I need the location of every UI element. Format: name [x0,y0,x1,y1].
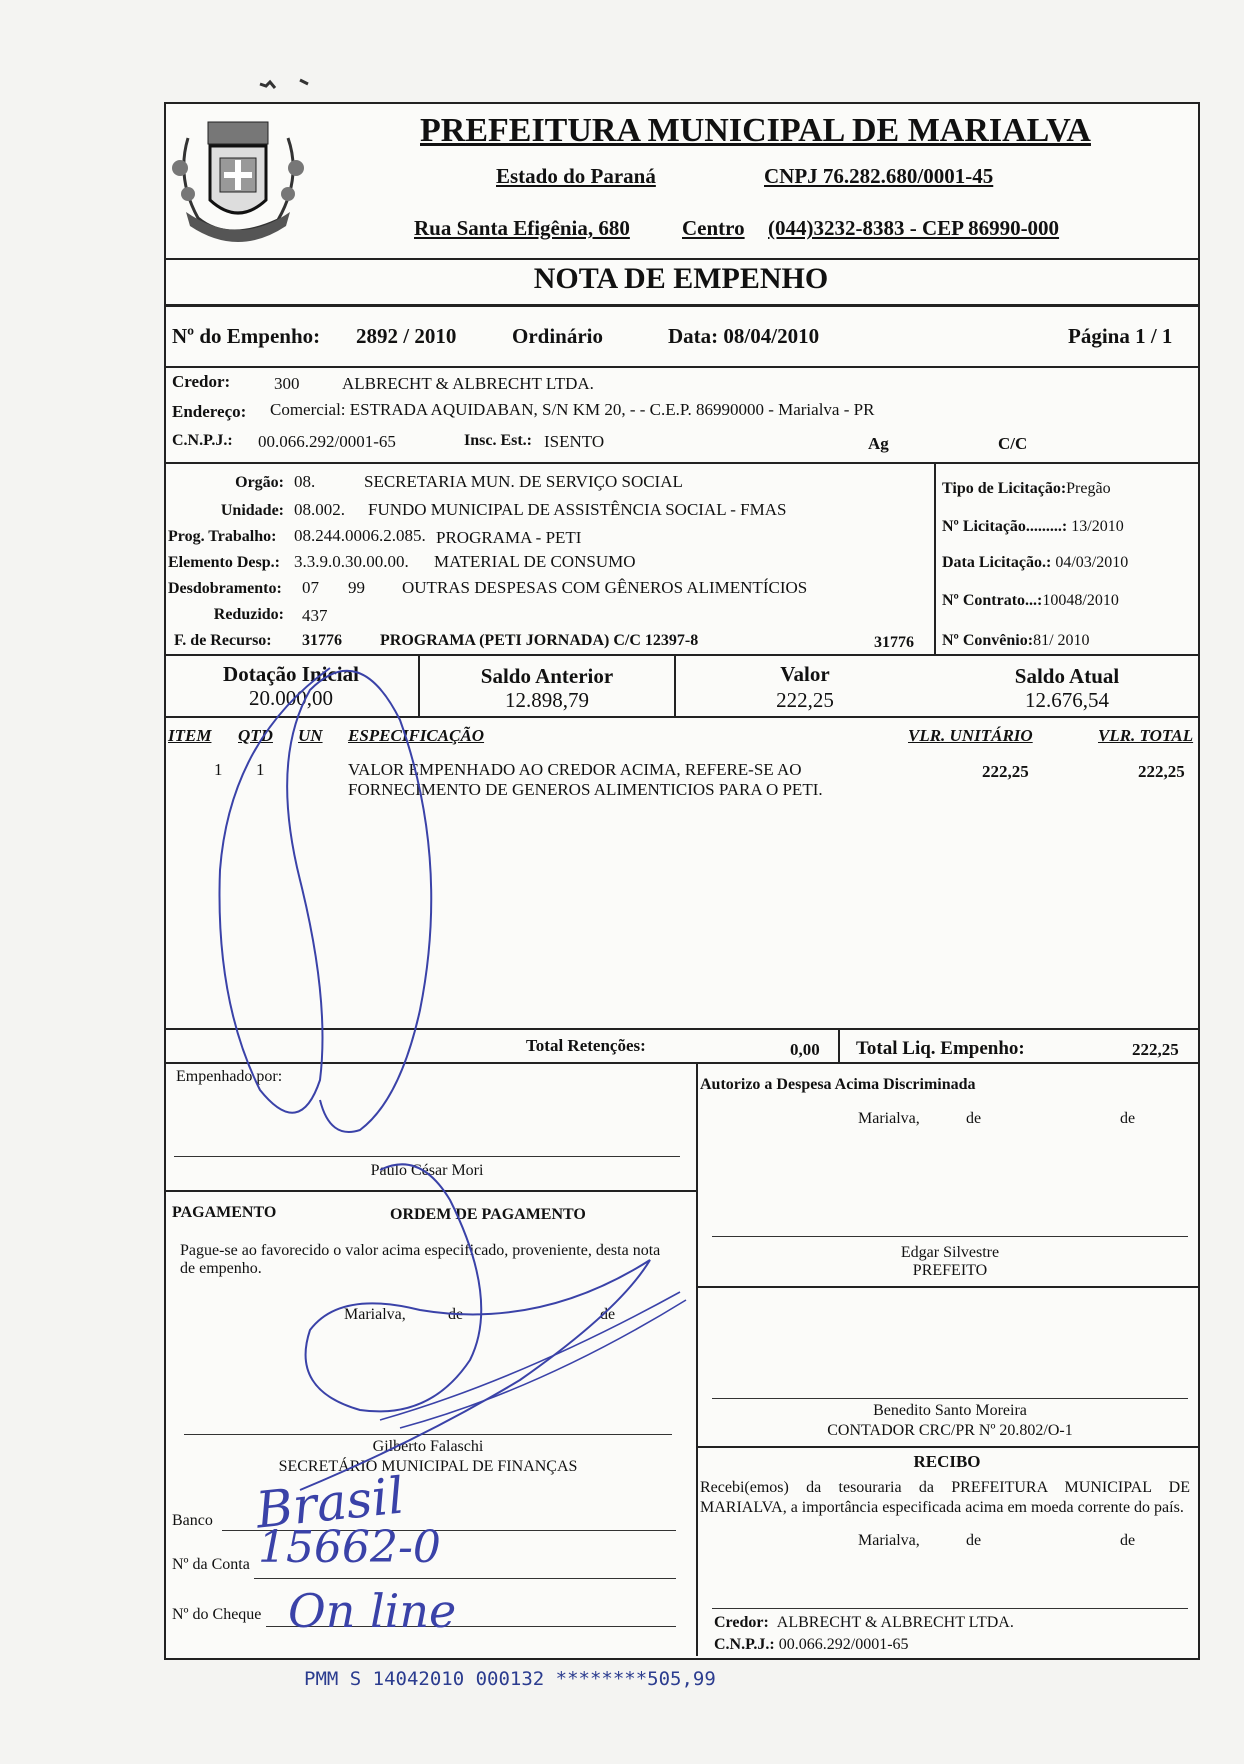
col-especificacao: ESPECIFICAÇÃO [348,726,485,745]
recibo-cnpj-value: 00.066.292/0001-65 [778,1636,909,1653]
item-total-value: 222,25 [1138,762,1185,781]
elemento-name: MATERIAL DE CONSUMO [434,552,636,571]
autorizo-text: Autorizo a Despesa Acima Discriminada [700,1076,976,1093]
tipo-licitacao-value: Pregão [1066,480,1111,497]
recibo-marialva: Marialva, [858,1532,920,1549]
credor-label: Credor: [172,372,231,391]
valor-label: Valor [780,662,830,686]
cheque-label: Nº do Cheque [172,1606,262,1623]
insc-label: Insc. Est.: [464,432,533,449]
contador-name: Benedito Santo Moreira [873,1402,1027,1419]
retencoes-label: Total Retenções: [526,1036,646,1055]
page-title: PREFEITURA MUNICIPAL DE MARIALVA [420,112,1091,149]
ag-label: Ag [868,434,889,453]
unidade-code: 08.002. [294,500,345,519]
elemento-code: 3.3.9.0.30.00.00. [294,552,409,571]
numero-licitacao-label: Nº Licitação.........: [942,518,1068,535]
data-licitacao-value: 04/03/2010 [1055,554,1129,571]
item-number: 1 [214,760,223,779]
item-unit-value: 222,25 [982,762,1029,781]
empenho-type: Ordinário [512,324,604,348]
state-name: Estado do Paraná [496,164,656,188]
saldo-atual-label: Saldo Atual [1014,664,1120,688]
recurso-code-2: 31776 [874,634,914,651]
banco-handwritten: Brasil [253,1466,407,1540]
district: Centro [682,216,745,240]
orgao-label: Orgão: [235,474,284,491]
dotacao-label: Dotação Inicial [223,662,359,686]
unidade-label: Unidade: [220,502,284,519]
numero-licitacao-value: 13/2010 [1071,518,1124,535]
recibo-credor-label: Credor: [714,1614,769,1631]
item-qtd: 1 [256,760,265,779]
col-vlr-unitario: VLR. UNITÁRIO [908,726,1033,745]
contrato-value: 10048/2010 [1042,592,1119,609]
header-cnpj: CNPJ 76.282.680/0001-45 [764,164,994,188]
saldo-anterior-label: Saldo Anterior [480,664,614,688]
document-title: NOTA DE EMPENHO [533,262,829,295]
recurso-label: F. de Recurso: [174,632,272,649]
insc-value: ISENTO [544,432,605,451]
elemento-label: Elemento Desp.: [168,554,280,571]
address-label: Endereço: [172,402,247,421]
convenio [942,632,1090,650]
item-spec-line1: VALOR EMPENHADO AO CREDOR ACIMA, REFERE-SE AO [348,760,802,779]
empenhado-name: Paulo César Mori [370,1162,484,1179]
phone-cep: (044)3232-8383 - CEP 86990-000 [768,216,1060,240]
recibo-de-1: de [966,1532,982,1549]
orgao-code: 08. [294,472,316,491]
pague-text: Pague-se ao favorecido o valor acima especificado, proveniente, desta nota de empenho. [180,1242,661,1277]
item-spec-line2: FORNECIMENTO DE GENEROS ALIMENTICIOS PARA O PETI. [348,780,823,799]
autorizo-de-2: de [1120,1110,1136,1127]
prefeito-title: PREFEITO [912,1262,988,1279]
credor-name: ALBRECHT & ALBRECHT LTDA. [342,374,594,393]
convenio-label: Nº Convênio: [942,632,1034,649]
credor-address: Comercial: ESTRADA AQUIDABAN, S/N KM 20, - - C.E.P. 86990000 - Marialva - PR [270,400,875,419]
ordem-de-2: de [600,1306,616,1323]
recibo-cnpj-label: C.N.P.J.: [714,1636,775,1653]
col-qtd: QTD [238,726,273,745]
col-vlr-total: VLR. TOTAL [1098,726,1194,745]
credor-code: 300 [274,374,300,393]
saldo-atual-value: 12.676,54 [1025,688,1109,712]
orgao-name: SECRETARIA MUN. DE SERVIÇO SOCIAL [364,472,683,491]
data-licitacao [942,554,1128,572]
prog-label: Prog. Trabalho: [168,528,277,545]
tipo-licitacao-label: Tipo de Licitação: [942,480,1067,497]
liquido-label: Total Liq. Empenho: [856,1038,1025,1059]
reduzido-label: Reduzido: [213,606,284,623]
col-un: UN [298,726,323,745]
page-number: Página 1 / 1 [1068,324,1173,348]
desdobramento-name: OUTRAS DESPESAS COM GÊNEROS ALIMENTÍCIOS [402,578,808,597]
contador-title: CONTADOR CRC/PR Nº 20.802/O-1 [827,1422,1073,1439]
recibo-heading: RECIBO [913,1452,981,1471]
recibo-text: Recebi(emos) da tesouraria da PREFEITURA MUNICIPAL DE MARIALVA, a importância especificada acima em moeda corrente do país. [700,1479,1190,1516]
col-item: ITEM [168,726,212,745]
credor-cnpj: 00.066.292/0001-65 [258,432,396,451]
recibo-cnpj [714,1636,909,1654]
pagamento-heading: PAGAMENTO [172,1204,277,1221]
recibo-credor [714,1614,1014,1632]
secretario-title: SECRETÁRIO MUNICIPAL DE FINANÇAS [278,1458,578,1475]
saldo-anterior-value: 12.898,79 [505,688,589,712]
cheque-handwritten: On line [288,1584,457,1638]
data-licitacao-label: Data Licitação.: [942,554,1052,571]
empenho-date: Data: 08/04/2010 [668,324,820,348]
ordem-pagamento-heading: ORDEM DE PAGAMENTO [390,1206,586,1223]
contrato-label: Nº Contrato...: [942,592,1043,609]
convenio-value: 81/ 2010 [1033,632,1090,649]
conta-label: Nº da Conta [172,1556,250,1573]
valor-value: 222,25 [776,688,834,712]
dotacao-value: 20.000,00 [249,686,333,710]
reduzido-value: 437 [302,606,328,625]
prog-code: 08.244.0006.2.085. [294,526,426,545]
municipal-crest [168,108,308,250]
empenho-number-label: Nº do Empenho: [172,324,321,348]
desdobramento-label: Desdobramento: [168,580,282,597]
cnpj-label: C.N.P.J.: [172,432,233,449]
desdobramento-a: 07 [302,578,319,597]
ordem-de-1: de [448,1306,464,1323]
recibo-credor-name: ALBRECHT & ALBRECHT LTDA. [776,1614,1014,1631]
banco-label: Banco [172,1512,213,1529]
conta-handwritten: 15662-0 [258,1522,441,1573]
contrato [942,592,1119,610]
cc-label: C/C [998,434,1028,453]
desdobramento-b: 99 [348,578,365,597]
empenhado-label: Empenhado por: [176,1068,283,1085]
prefeito-name: Edgar Silvestre [900,1244,1000,1261]
prog-name: PROGRAMA - PETI [436,528,582,547]
liquido-value: 222,25 [1132,1040,1179,1059]
retencoes-value: 0,00 [790,1040,820,1059]
numero-licitacao [942,518,1124,536]
ordem-marialva: Marialva, [344,1306,406,1323]
unidade-name: FUNDO MUNICIPAL DE ASSISTÊNCIA SOCIAL - FMAS [368,500,787,519]
autorizo-marialva: Marialva, [858,1110,920,1127]
tipo-licitacao [942,480,1111,498]
payment-stamp: PMM S 14042010 000132 ********505,99 [304,1668,716,1690]
empenho-number: 2892 / 2010 [356,324,457,348]
secretario-name: Gilberto Falaschi [372,1438,484,1455]
street-address: Rua Santa Efigênia, 680 [414,216,630,240]
recurso-code: 31776 [302,632,342,649]
recibo-de-2: de [1120,1532,1136,1549]
autorizo-de-1: de [966,1110,982,1127]
recurso-name: PROGRAMA (PETI JORNADA) C/C 12397-8 [380,632,699,649]
